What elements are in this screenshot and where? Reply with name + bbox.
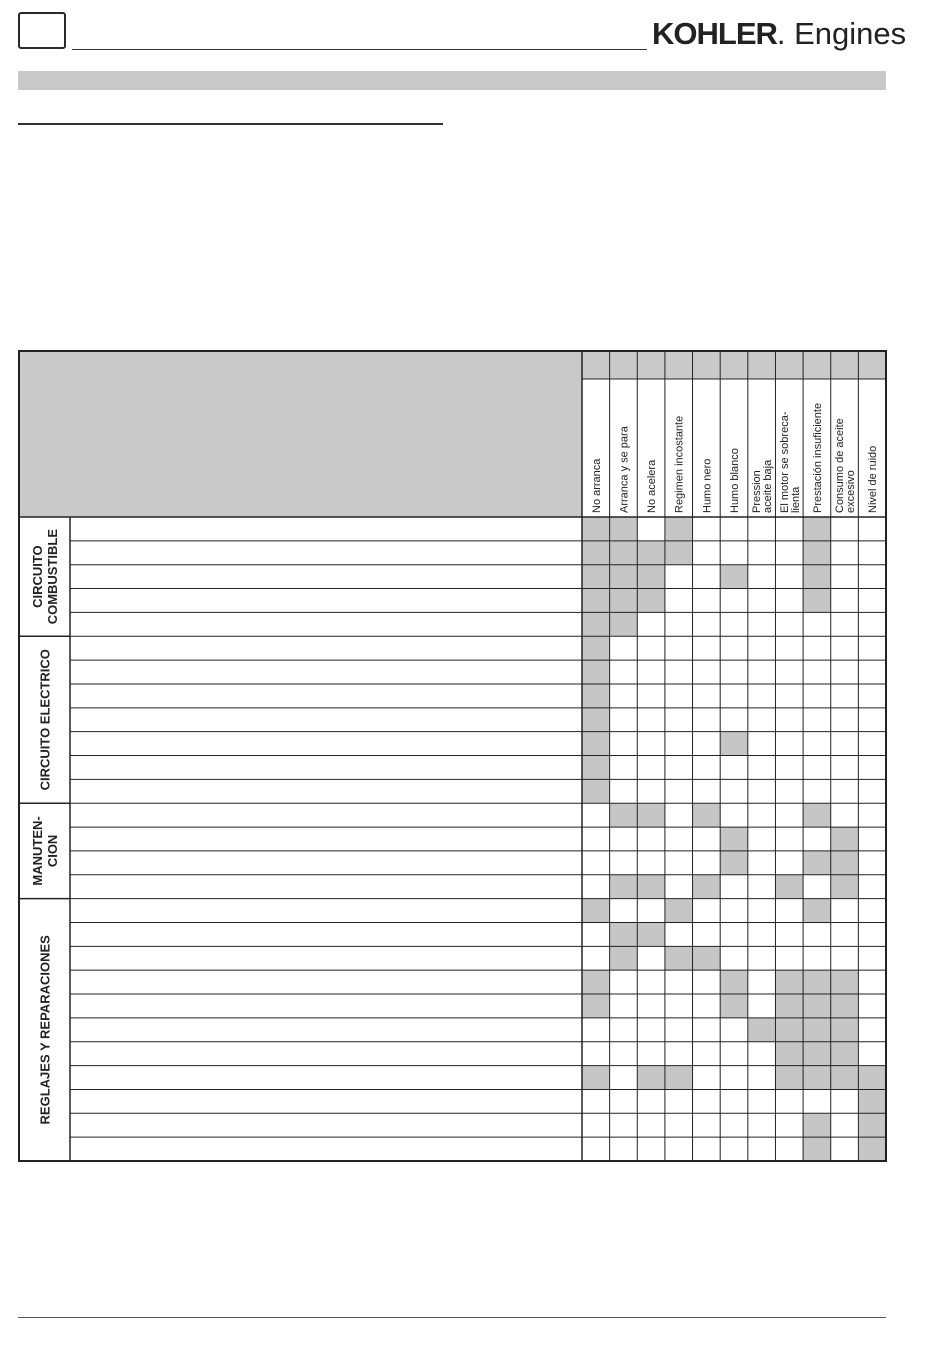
shaded-cell — [693, 946, 721, 970]
shaded-cell — [858, 1066, 886, 1090]
shaded-cell — [803, 970, 831, 994]
shaded-cell — [582, 684, 610, 708]
shaded-cell — [610, 922, 638, 946]
column-header — [701, 459, 713, 513]
shaded-cell — [720, 970, 748, 994]
shaded-cell — [665, 1066, 693, 1090]
footer-rule — [18, 1317, 886, 1318]
shaded-cell — [803, 565, 831, 589]
column-header-text: El motor se sobreca- — [778, 411, 791, 513]
column-header-text: Consumo de aceite — [834, 418, 847, 513]
shaded-cell — [803, 541, 831, 565]
column-header — [834, 418, 857, 513]
shaded-cell — [637, 541, 665, 565]
column-header — [646, 459, 658, 513]
shaded-cell — [720, 732, 748, 756]
shaded-cell — [637, 922, 665, 946]
column-header-text: No arranca — [590, 458, 603, 513]
shaded-cell — [665, 541, 693, 565]
shaded-cell — [803, 1042, 831, 1066]
shaded-cell — [610, 946, 638, 970]
shaded-cell — [610, 589, 638, 613]
column-header-text: Regimen incostante — [673, 415, 686, 513]
shaded-cell — [582, 636, 610, 660]
shaded-cell — [831, 1042, 859, 1066]
shaded-cell — [582, 589, 610, 613]
shaded-cell — [775, 994, 803, 1018]
shaded-cell — [665, 946, 693, 970]
shaded-cell — [803, 1066, 831, 1090]
column-header — [779, 411, 802, 513]
shaded-cell — [610, 803, 638, 827]
shaded-cell — [610, 517, 638, 541]
logo-kohler-text: KOHLER — [652, 16, 777, 51]
shaded-cell — [693, 803, 721, 827]
column-header-text: Prestación insuficiente — [811, 402, 824, 513]
shaded-cell — [610, 612, 638, 636]
symptoms-header-band — [582, 351, 886, 379]
logo-engines-text: . Engines — [776, 16, 907, 51]
shaded-cell — [582, 756, 610, 780]
shaded-cell — [610, 875, 638, 899]
shaded-cell — [720, 851, 748, 875]
shaded-cell — [803, 803, 831, 827]
shaded-cell — [803, 1113, 831, 1137]
shaded-cell — [582, 779, 610, 803]
shaded-cell — [610, 541, 638, 565]
column-header — [751, 459, 774, 513]
shaded-cell — [858, 1089, 886, 1113]
shaded-cell — [775, 970, 803, 994]
column-header-text: Humo nero — [701, 458, 714, 513]
group-label — [30, 529, 60, 625]
group-label-text: CION — [45, 834, 60, 868]
shaded-cell — [803, 899, 831, 923]
column-header-text: lienta — [789, 486, 802, 513]
shaded-cell — [775, 875, 803, 899]
shaded-cell — [637, 875, 665, 899]
shaded-cell — [582, 517, 610, 541]
group-label — [30, 816, 60, 885]
shaded-cell — [831, 1018, 859, 1042]
column-header — [729, 448, 741, 513]
shaded-cell — [637, 565, 665, 589]
group-label-text: REGLAJES Y REPARACIONES — [37, 935, 53, 1125]
shaded-cell — [582, 612, 610, 636]
shaded-cell — [831, 875, 859, 899]
shaded-cell — [637, 803, 665, 827]
shaded-cell — [775, 1018, 803, 1042]
shaded-cell — [803, 1018, 831, 1042]
shaded-cell — [582, 899, 610, 923]
group-label-text: COMBUSTIBLE — [45, 528, 60, 625]
shaded-cell — [610, 565, 638, 589]
shaded-cell — [775, 1066, 803, 1090]
column-header — [812, 403, 824, 513]
shaded-cell — [582, 660, 610, 684]
shaded-cell — [831, 970, 859, 994]
shaded-cell — [831, 994, 859, 1018]
column-header-text: Humo blanco — [729, 448, 741, 513]
shaded-cell — [582, 994, 610, 1018]
column-header — [674, 416, 686, 513]
shaded-cell — [858, 1113, 886, 1137]
table-header-fill — [19, 351, 582, 517]
shaded-cell — [831, 827, 859, 851]
shaded-cell — [803, 589, 831, 613]
shaded-cell — [582, 708, 610, 732]
shaded-cell — [582, 970, 610, 994]
group-label-text: CIRCUITO — [30, 545, 45, 608]
shaded-cell — [693, 875, 721, 899]
column-header-text: Nivel de ruido — [867, 445, 880, 513]
shaded-cell — [637, 589, 665, 613]
shaded-cell — [720, 994, 748, 1018]
shaded-cell — [803, 994, 831, 1018]
shaded-cell — [720, 827, 748, 851]
column-header — [618, 425, 630, 513]
shaded-cell — [831, 851, 859, 875]
column-header-text: Arranca y se para — [618, 426, 631, 513]
column-header-text: Pression — [751, 470, 764, 513]
shaded-cell — [665, 517, 693, 541]
shaded-cell — [803, 1137, 831, 1161]
shaded-cell — [803, 851, 831, 875]
column-header — [591, 458, 603, 513]
shaded-cell — [665, 899, 693, 923]
shaded-cell — [803, 517, 831, 541]
column-header-text: No acelera — [646, 459, 659, 513]
shaded-cell — [582, 541, 610, 565]
shaded-cell — [831, 1066, 859, 1090]
shaded-cell — [637, 1066, 665, 1090]
shaded-cell — [748, 1018, 776, 1042]
shaded-cell — [582, 565, 610, 589]
shaded-cell — [775, 1042, 803, 1066]
group-label — [38, 649, 53, 790]
shaded-cell — [582, 1066, 610, 1090]
shaded-cell — [582, 732, 610, 756]
shaded-cell — [858, 1137, 886, 1161]
column-header-text: excesivo — [845, 470, 858, 513]
column-header-text: aceite baja — [762, 459, 775, 513]
group-label-text: MANUTEN- — [30, 816, 45, 886]
shaded-cell — [720, 565, 748, 589]
group-label — [38, 935, 53, 1125]
group-label-text: CIRCUITO ELECTRICO — [37, 649, 53, 791]
column-header — [867, 446, 879, 513]
